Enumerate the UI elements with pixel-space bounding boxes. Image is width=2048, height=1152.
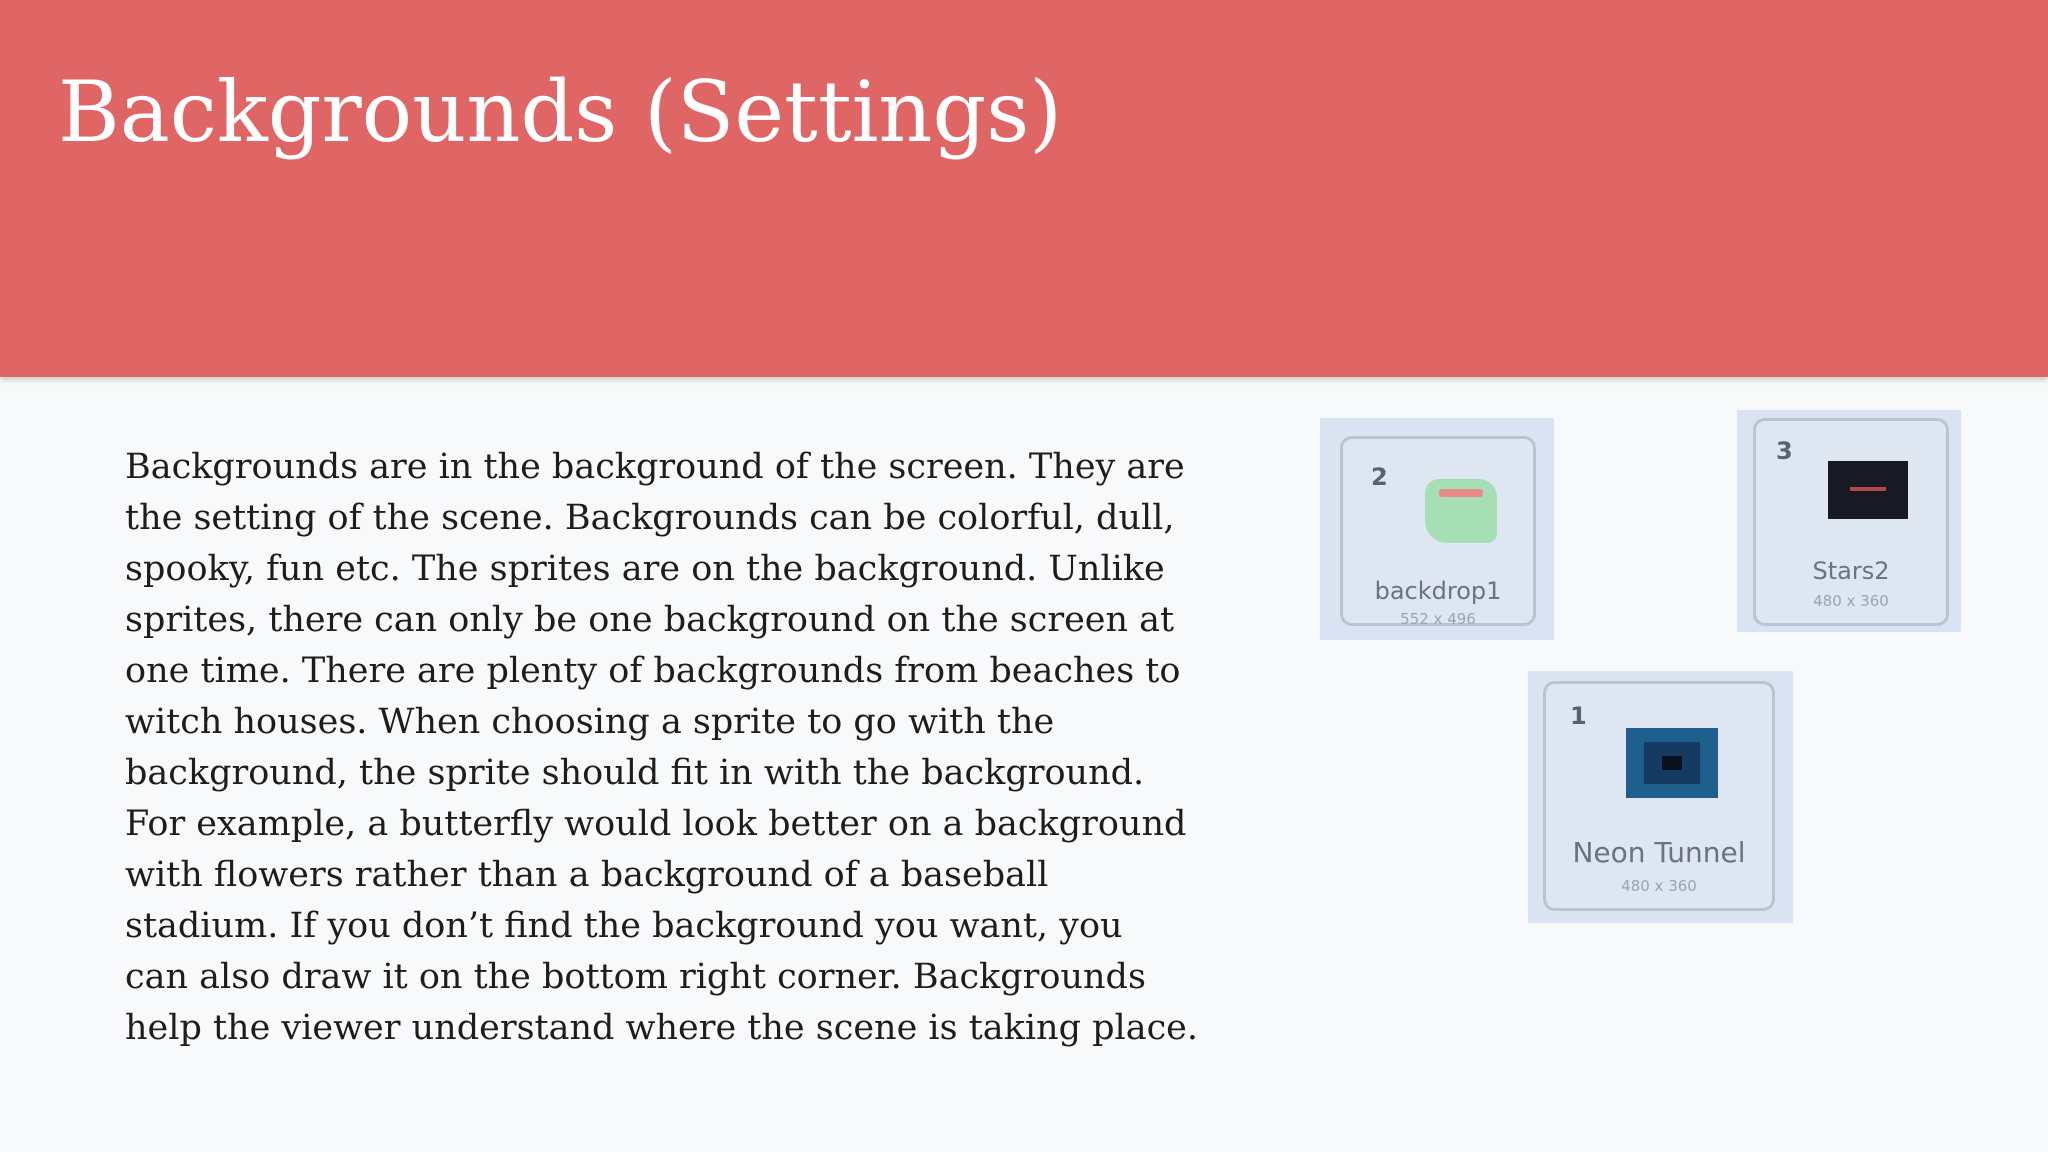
backdrop-preview-image — [1828, 461, 1908, 519]
backdrop-thumbnail-backdrop1 — [1320, 418, 1554, 640]
body-line: Backgrounds are in the background of the screen. They are — [125, 447, 1185, 487]
title-banner — [0, 0, 2048, 377]
backdrop-number: 2 — [1371, 463, 1388, 491]
body-line: can also draw it on the bottom right corner. Backgrounds — [125, 957, 1146, 997]
body-line: with flowers rather than a background of a baseball — [125, 855, 1049, 895]
slide-title: Backgrounds (Settings) — [58, 63, 1063, 161]
backdrop-thumbnail-neon-tunnel — [1528, 671, 1793, 923]
body-line: background, the sprite should fit in with the background. — [125, 753, 1145, 793]
backdrop-number: 3 — [1776, 437, 1793, 465]
backdrop-size: 552 x 496 — [1400, 610, 1476, 628]
backdrop-preview-image — [1425, 479, 1497, 543]
backdrop-number: 1 — [1570, 702, 1587, 730]
backdrop-name: Neon Tunnel — [1572, 836, 1746, 869]
backdrop-name: Stars2 — [1812, 557, 1890, 585]
backdrop-card — [1543, 681, 1775, 911]
body-line: sprites, there can only be one background on the screen at — [125, 600, 1175, 640]
body-line: help the viewer understand where the scene is taking place. — [125, 1008, 1199, 1048]
backdrop-preview-image — [1626, 728, 1718, 798]
backdrop-size: 480 x 360 — [1813, 592, 1889, 610]
body-line: witch houses. When choosing a sprite to go with the — [125, 702, 1055, 742]
body-line: For example, a butterfly would look better on a background — [125, 804, 1187, 844]
body-line: one time. There are plenty of backgrounds from beaches to — [125, 651, 1181, 691]
backdrop-card — [1340, 436, 1536, 626]
body-line: stadium. If you don’t find the background you want, you — [125, 906, 1123, 946]
backdrop-card — [1753, 418, 1949, 626]
backdrop-thumbnail-stars2 — [1737, 410, 1961, 632]
body-line: spooky, fun etc. The sprites are on the background. Unlike — [125, 549, 1165, 589]
body-paragraph — [125, 442, 1199, 1054]
body-line: the setting of the scene. Backgrounds can be colorful, dull, — [125, 498, 1175, 538]
backdrop-size: 480 x 360 — [1621, 877, 1697, 895]
backdrop-name: backdrop1 — [1374, 577, 1502, 605]
